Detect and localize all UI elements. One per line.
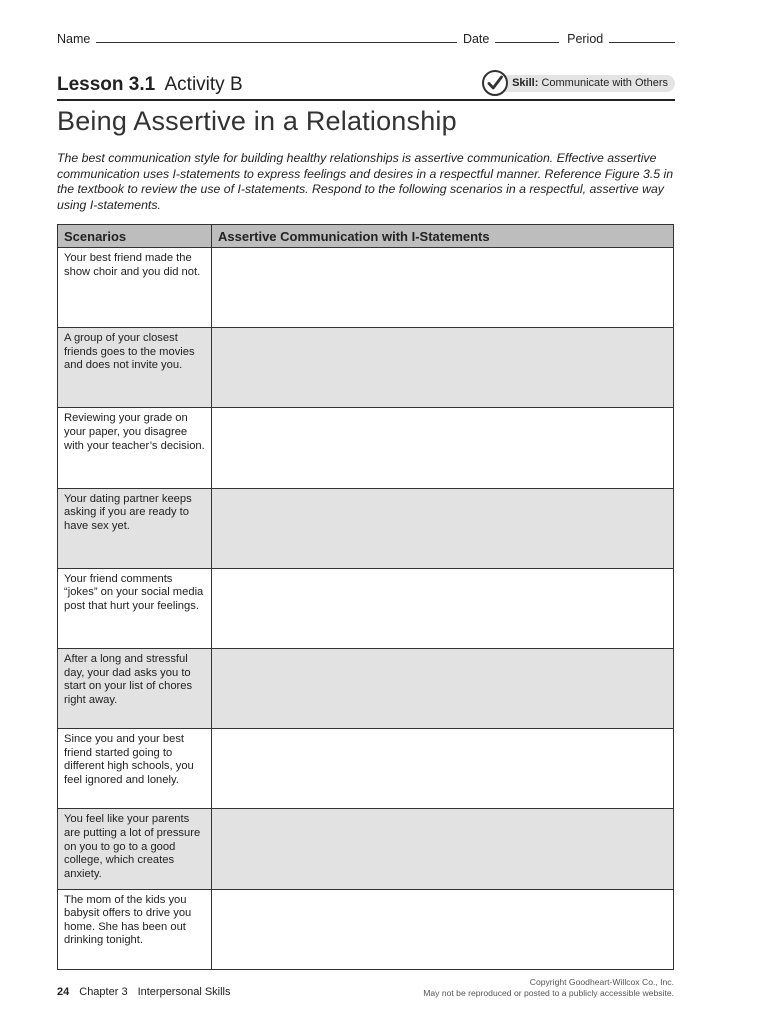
scenario-table xyxy=(57,224,674,970)
table-row xyxy=(58,729,674,809)
name-field[interactable] xyxy=(96,32,457,43)
lesson-heading xyxy=(57,74,243,96)
table-row xyxy=(58,248,674,328)
table-row xyxy=(58,889,674,969)
lesson-bar xyxy=(57,72,675,101)
skill-text xyxy=(495,75,675,92)
skill-prefix: Skill: xyxy=(512,76,539,89)
activity-label: Activity B xyxy=(164,74,243,95)
skill-badge xyxy=(482,71,675,95)
date-label: Date xyxy=(462,32,490,46)
scenario-cell: After a long and stressful day, your dad asks you to start on your list of chores right away. xyxy=(58,648,212,728)
scenario-cell: Since you and your best friend started going to different high schools, you feel ignored and lonely. xyxy=(58,729,212,809)
scenario-cell: Your friend comments “jokes” on your social media post that hurt your feelings. xyxy=(58,568,212,648)
scenario-cell: A group of your closest friends goes to the movies and does not invite you. xyxy=(58,328,212,408)
response-cell[interactable] xyxy=(212,328,674,408)
page-title: Being Assertive in a Relationship xyxy=(57,106,457,136)
scenario-cell: You feel like your parents are putting a lot of pressure on you to go to a good college, which creates anxiety. xyxy=(58,809,212,889)
scenario-cell: Your best friend made the show choir and you did not. xyxy=(58,248,212,328)
response-cell[interactable] xyxy=(212,568,674,648)
response-cell[interactable] xyxy=(212,889,674,969)
table-row xyxy=(58,488,674,568)
copyright-notice xyxy=(423,977,674,999)
name-label: Name xyxy=(57,32,91,46)
student-info-row xyxy=(57,32,675,46)
table-row xyxy=(58,809,674,889)
copyright-line-1: Copyright Goodheart-Willcox Co., Inc. xyxy=(529,977,674,987)
scenario-cell: Your dating partner keeps asking if you are ready to have sex yet. xyxy=(58,488,212,568)
scenario-cell: Reviewing your grade on your paper, you disagree with your teacher’s decision. xyxy=(58,408,212,488)
column-header-response: Assertive Communication with I-Statements xyxy=(212,225,674,248)
response-cell[interactable] xyxy=(212,729,674,809)
table-row xyxy=(58,568,674,648)
table-row xyxy=(58,408,674,488)
response-cell[interactable] xyxy=(212,408,674,488)
response-cell[interactable] xyxy=(212,648,674,728)
response-cell[interactable] xyxy=(212,488,674,568)
lesson-number: Lesson 3.1 xyxy=(57,74,156,95)
date-field[interactable] xyxy=(495,32,559,43)
table-row xyxy=(58,328,674,408)
page-footer xyxy=(57,986,231,998)
copyright-line-2: May not be reproduced or posted to a publicly accessible website. xyxy=(423,988,674,998)
chapter-title: Interpersonal Skills xyxy=(137,986,231,998)
page-number: 24 xyxy=(57,986,70,998)
response-cell[interactable] xyxy=(212,809,674,889)
period-field[interactable] xyxy=(609,32,675,43)
response-cell[interactable] xyxy=(212,248,674,328)
scenario-cell: The mom of the kids you babysit offers to drive you home. She has been out drinking tonight. xyxy=(58,889,212,969)
period-label: Period xyxy=(567,32,604,46)
table-header-row xyxy=(58,225,674,248)
table-row xyxy=(58,648,674,728)
intro-paragraph: The best communication style for building healthy relationships is assertive communication. Effective assertive communication uses I-statements to express feelings and desires in a respectful manner. Reference Figure 3.5 in the textbook to review the use of I-statements. Respond to the following scenarios in a respectful, assertive way using I-statements. xyxy=(57,151,674,212)
column-header-scenarios: Scenarios xyxy=(58,225,212,248)
skill-name: Communicate with Others xyxy=(541,76,668,89)
checkmark-icon xyxy=(482,70,508,96)
chapter-label: Chapter 3 xyxy=(79,986,128,998)
